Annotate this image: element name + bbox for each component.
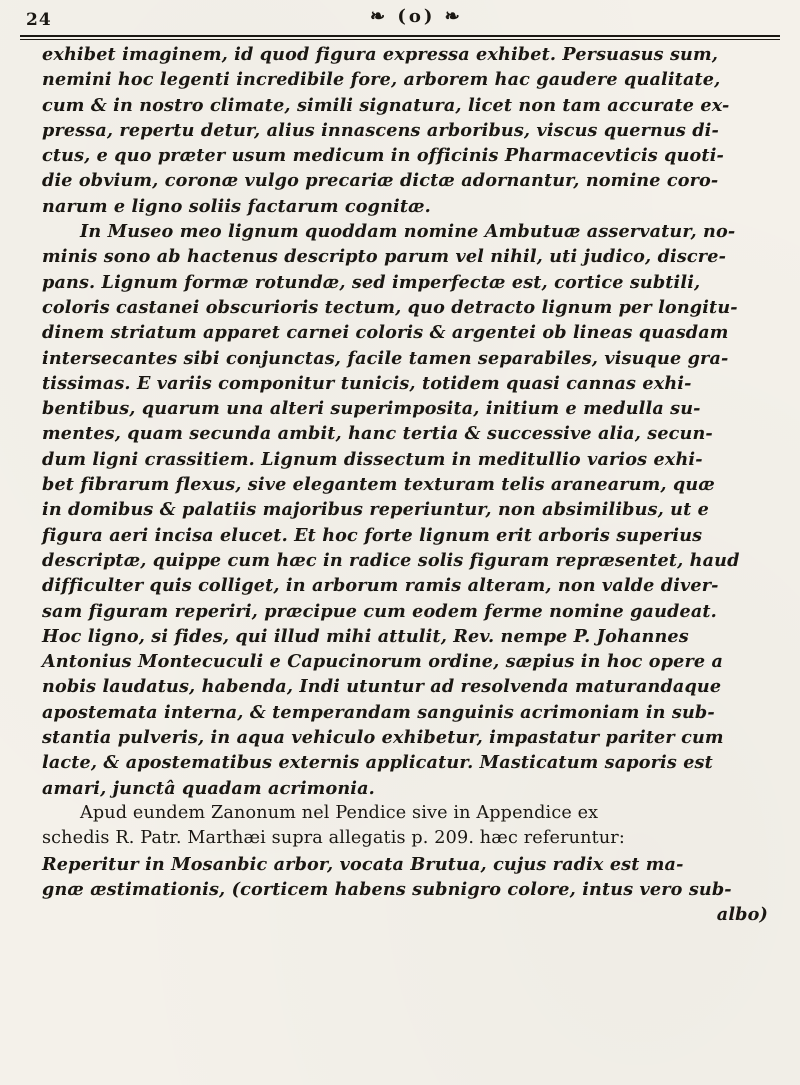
- text-line: nobis laudatus, habenda, Indi utuntur ad resolvenda maturandaque: [42, 676, 722, 698]
- text-line: sam figuram reperiri, præcipue cum eodem ferme nomine gaudeat.: [42, 600, 717, 622]
- text-line: intersecantes sibi conjunctas, facile tamen separabiles, visuque gra-: [42, 347, 729, 369]
- text-line: Hoc ligno, si fides, qui illud mihi attulit, Rev. nempe P. Johannes: [42, 625, 689, 647]
- text-line: ctus, e quo præter usum medicum in officinis Pharmacevticis quoti-: [42, 145, 724, 167]
- text-line: tissimas. E variis componitur tunicis, totidem quasi cannas exhi-: [42, 372, 692, 394]
- text-line: albo): [716, 904, 768, 926]
- header-rule: [20, 35, 780, 40]
- text-line: lacte, & apostematibus externis applicatur. Masticatum saporis est: [42, 752, 713, 774]
- text-line: In Museo meo lignum quoddam nomine Ambutuæ asservatur, no-: [80, 221, 736, 243]
- text-line: figura aeri incisa elucet. Et hoc forte lignum erit arboris superius: [42, 524, 703, 546]
- text-line: cum & in nostro climate, simili signatura, licet non tam accurate ex-: [42, 94, 730, 116]
- text-line: nemini hoc legenti incredibile fore, arborem hac gaudere qualitate,: [42, 69, 721, 91]
- text-line: narum e ligno soliis factarum cognitæ.: [42, 195, 431, 217]
- text-line: difficulter quis colliget, in arborum ramis alteram, non valde diver-: [42, 575, 719, 597]
- text-line: bet fibrarum flexus, sive elegantem texturam telis aranearum, quæ: [42, 474, 715, 496]
- text-line: apostemata interna, & temperandam sanguinis acrimoniam in sub-: [42, 701, 715, 723]
- page-header: [20, 6, 780, 36]
- body-text: [42, 42, 780, 927]
- page-number: 24: [26, 10, 52, 30]
- header-ornament: ❧ (o) ❧: [370, 6, 463, 27]
- text-line: bentibus, quarum una alteri superimposita, initium e medulla su-: [42, 398, 701, 420]
- text-line: die obvium, coronæ vulgo precariæ dictæ adornantur, nomine coro-: [42, 170, 719, 192]
- text-line: amari, junctâ quadam acrimonia.: [42, 777, 375, 799]
- text-line: in domibus & palatiis majoribus reperiuntur, non absimilibus, ut e: [42, 499, 710, 521]
- text-line: dum ligni crassitiem. Lignum dissectum in meditullio varios exhi-: [42, 448, 703, 470]
- text-line: pans. Lignum formæ rotundæ, sed imperfectæ est, cortice subtili,: [42, 271, 701, 293]
- text-line: stantia pulveris, in aqua vehiculo exhibetur, impastatur pariter cum: [42, 727, 724, 749]
- text-line: dinem striatum apparet carnei coloris & argentei ob lineas quasdam: [42, 322, 729, 344]
- text-line: minis sono ab hactenus descripto parum vel nihil, uti judico, discre-: [42, 246, 727, 268]
- text-line: pressa, repertu detur, alius innascens arboribus, viscus quernus di-: [42, 119, 719, 141]
- text-line: coloris castanei obscurioris tectum, quo detracto lignum per longitu-: [42, 296, 738, 318]
- text-line: exhibet imaginem, id quod figura expressa exhibet. Persuasus sum,: [42, 44, 718, 65]
- text-line: Reperitur in Mosanbic arbor, vocata Brutua, cujus radix est ma-: [42, 853, 684, 875]
- text-line: gnæ æstimationis, (corticem habens subnigro colore, intus vero sub-: [42, 878, 732, 900]
- text-line: mentes, quam secunda ambit, hanc tertia & successive alia, secun-: [42, 423, 713, 445]
- text-line: Antonius Montecuculi e Capucinorum ordine, sæpius in hoc opere a: [42, 651, 724, 673]
- text-line: descriptæ, quippe cum hæc in radice solis figuram repræsentet, haud: [42, 549, 740, 571]
- text-line: Apud eundem Zanonum nel Pendice sive in Appendice ex: [80, 802, 599, 823]
- text-line: schedis R. Patr. Marthæi supra allegatis p. 209. hæc referuntur:: [42, 828, 625, 849]
